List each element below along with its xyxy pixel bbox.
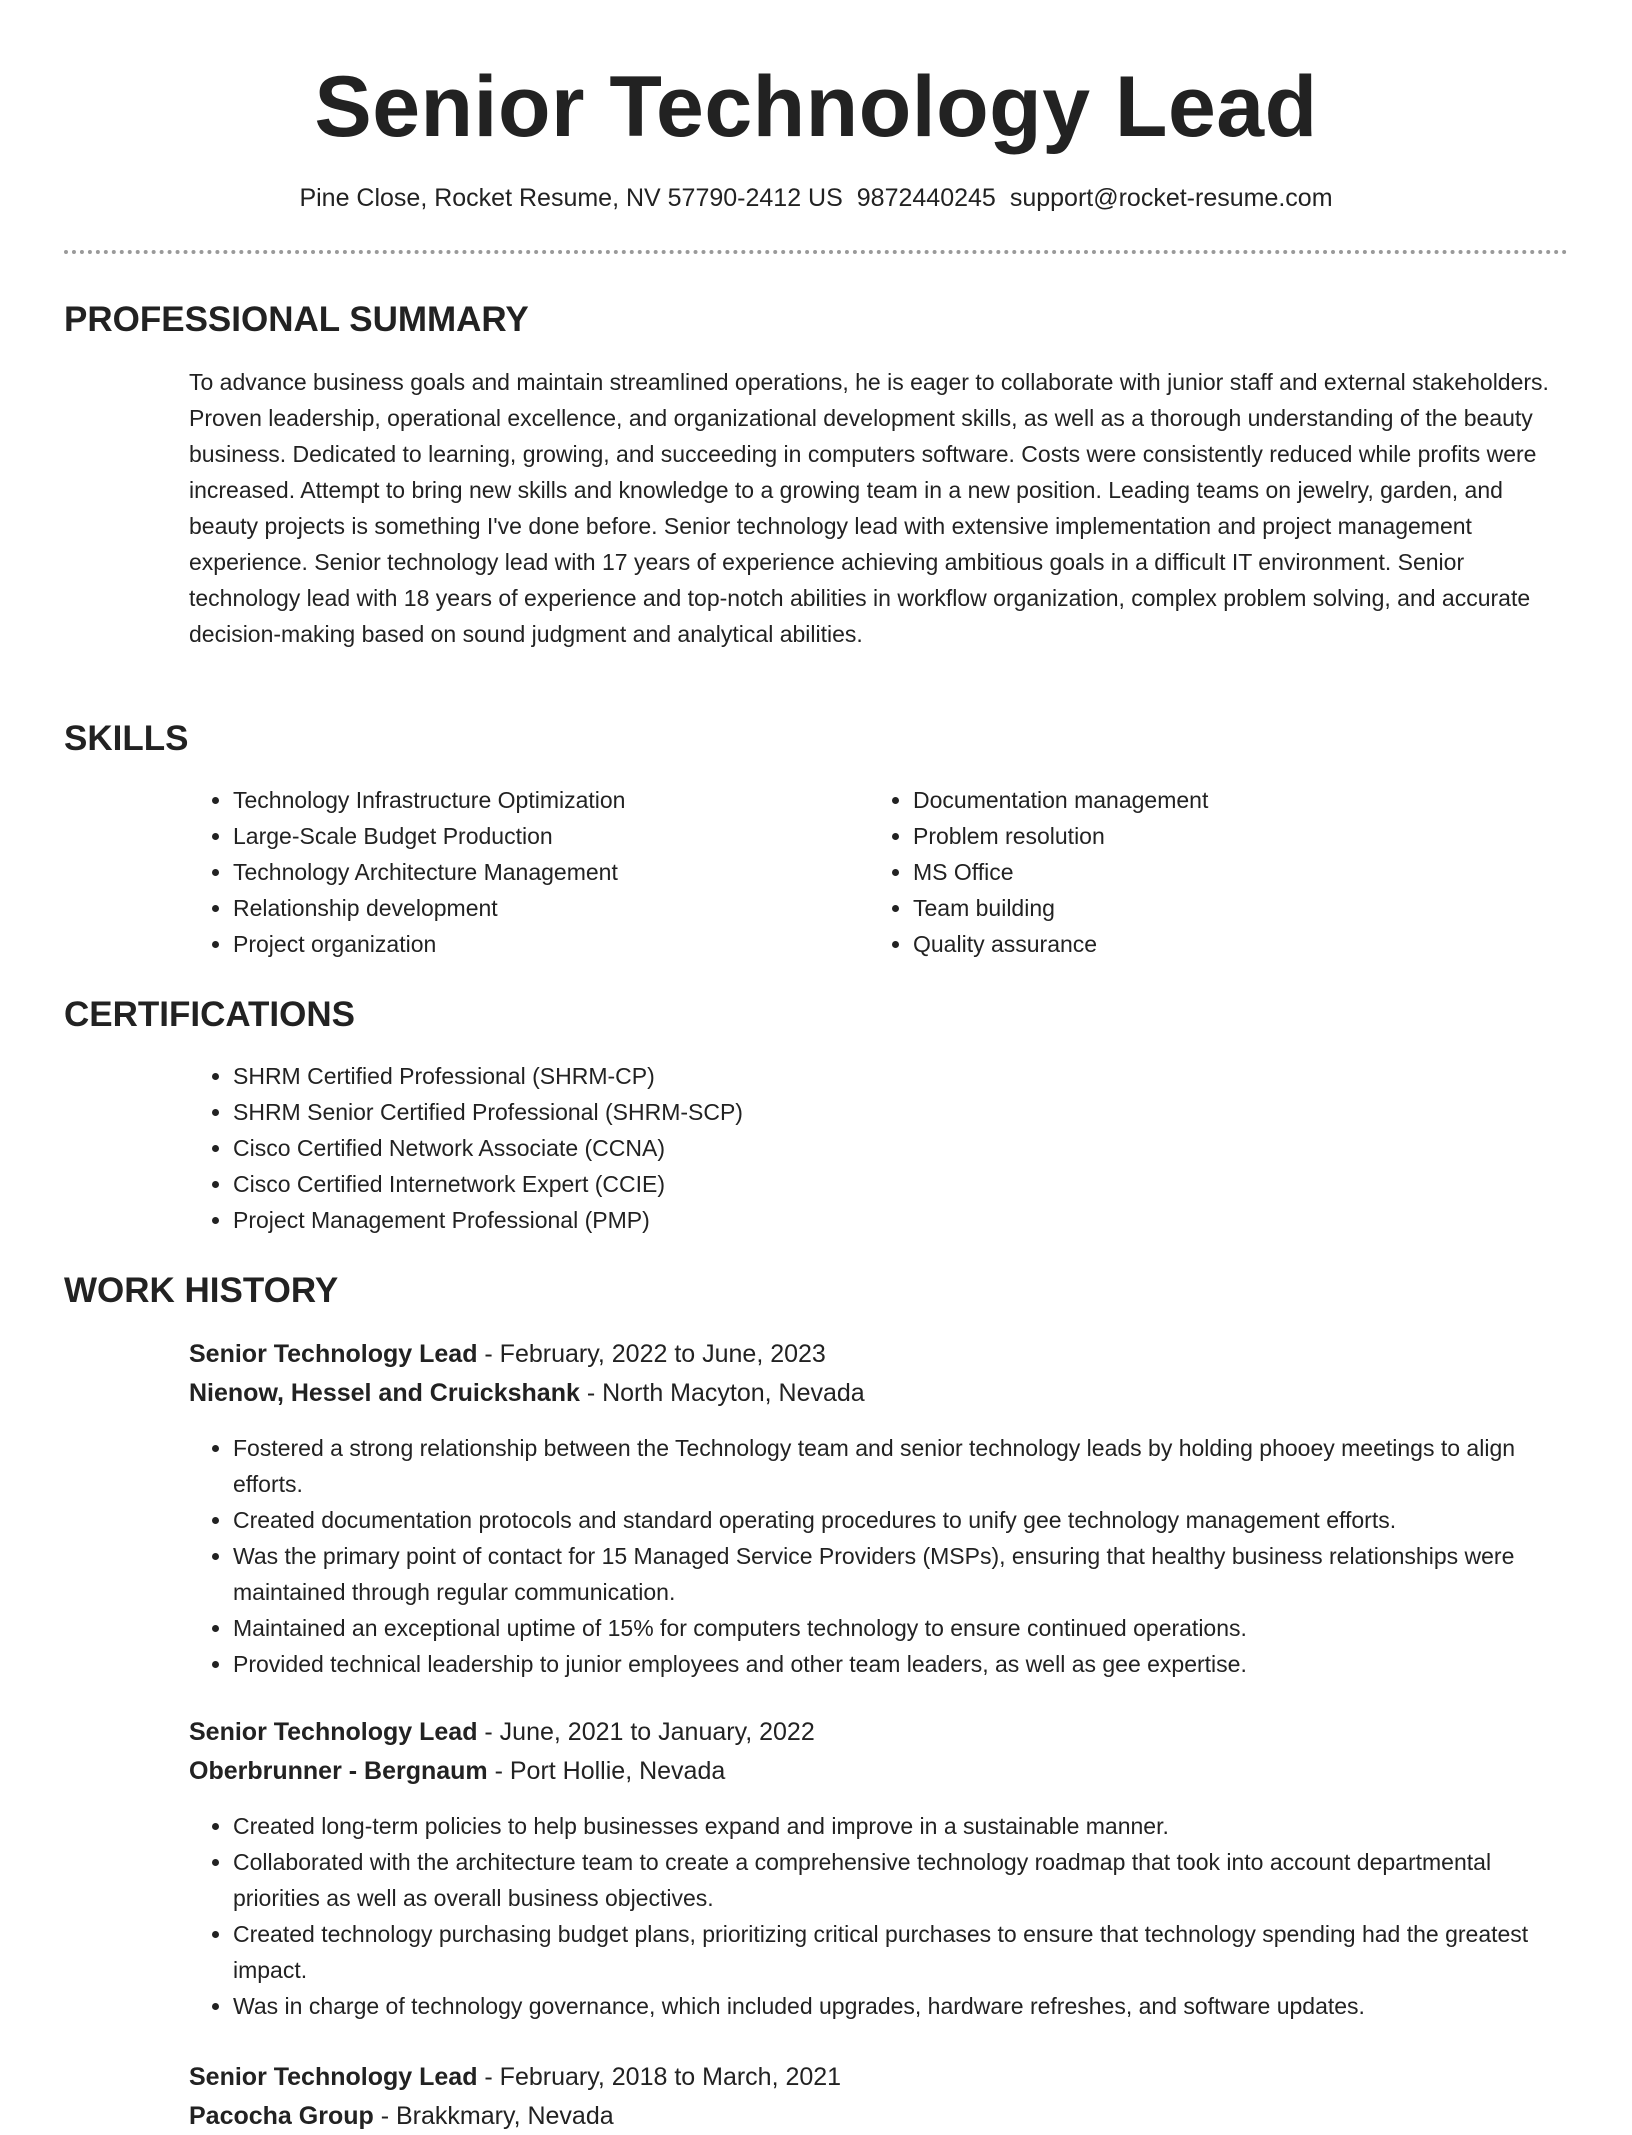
skill-item: • Problem resolution (913, 818, 1509, 854)
job-bullet: • Created long-term policies to help businesses expand and improve in a sustainable manner. (233, 1808, 1569, 1844)
job-bullet-list (189, 1808, 1569, 2024)
job-bullet: • Collaborated with the architecture team to create a comprehensive technology roadmap that took into account departmental priorities as well as overall business objectives. (233, 1844, 1569, 1916)
job-bullet: • Created technology purchasing budget plans, prioritizing critical purchases to ensure that technology spending had the greatest impact. (233, 1916, 1569, 1988)
job-bullets-block (189, 1430, 1569, 1682)
certification-item: • Cisco Certified Internetwork Expert (CCIE) (233, 1166, 743, 1202)
resume-name-heading: Senior Technology Lead (314, 59, 1318, 155)
job-title-line (189, 1713, 815, 1751)
job-bullet: • Was the primary point of contact for 15 Managed Service Providers (MSPs), ensuring that healthy business relationships were maintained through regular communication. (233, 1538, 1569, 1610)
job-company: Pacocha Group (189, 2102, 374, 2130)
job-bullet: • Maintained an exceptional uptime of 15% for computers technology to ensure continued operations. (233, 1610, 1569, 1646)
job-title-line (189, 1335, 826, 1373)
job-bullet: • Provided technical leadership to junior employees and other team leaders, as well as gee expertise. (233, 1646, 1569, 1682)
skill-item: • Documentation management (913, 782, 1509, 818)
skill-item: • Technology Architecture Management (233, 854, 829, 890)
job-company: Nienow, Hessel and Cruickshank (189, 1379, 580, 1407)
header-divider (64, 250, 1568, 254)
job-dates: - February, 2018 to March, 2021 (477, 2063, 842, 2091)
skills-list-right (869, 782, 1509, 962)
certifications-block (189, 1058, 743, 1238)
certification-item: • Project Management Professional (PMP) (233, 1202, 743, 1238)
job-title-line (189, 2058, 841, 2096)
skill-item: • Technology Infrastructure Optimization (233, 782, 829, 818)
job-title: Senior Technology Lead (189, 1718, 478, 1746)
contact-line (0, 180, 1632, 216)
job-title: Senior Technology Lead (189, 1340, 478, 1368)
summary-text: To advance business goals and maintain streamlined operations, he is eager to collaborate with junior staff and external stakeholders. Proven leadership, operational excellence, and organizational development skills, as well as a thorough understanding of the beauty business. Dedicated to learning, growing, and succeeding in computers software. Costs were consistently reduced while profits were increased. Attempt to bring new skills and knowledge to a growing team in a new position. Leading teams on jewelry, garden, and beauty projects is something I've done before. Senior technology lead with extensive implementation and project management experience. Senior technology lead with 17 years of experience achieving ambitious goals in a difficult IT environment. Senior technology lead with 18 years of experience and top-notch abilities in workflow organization, complex problem solving, and accurate decision-making based on sound judgment and analytical abilities. (189, 369, 1549, 647)
job-bullet: • Was in charge of technology governance, which included upgrades, hardware refreshes, and software updates. (233, 1988, 1569, 2024)
job-location: - Port Hollie, Nevada (487, 1757, 726, 1785)
skills-column-right (869, 782, 1509, 962)
job-company-line (189, 2097, 614, 2135)
job-location: - North Macyton, Nevada (579, 1379, 865, 1407)
skill-item: • Large-Scale Budget Production (233, 818, 829, 854)
job-bullets-block (189, 1808, 1569, 2024)
contact-address: Pine Close, Rocket Resume, NV 57790-2412 US (299, 184, 843, 212)
job-title: Senior Technology Lead (189, 2063, 478, 2091)
section-title-certifications: CERTIFICATIONS (64, 995, 356, 1034)
certification-item: • Cisco Certified Network Associate (CCNA) (233, 1130, 743, 1166)
job-company-line (189, 1374, 865, 1412)
job-bullet: • Created documentation protocols and standard operating procedures to unify gee technology management efforts. (233, 1502, 1569, 1538)
certification-item: • SHRM Certified Professional (SHRM-CP) (233, 1058, 743, 1094)
contact-phone: 9872440245 (856, 184, 996, 212)
section-title-summary: PROFESSIONAL SUMMARY (64, 300, 529, 339)
job-bullet-list (189, 1430, 1569, 1682)
section-title-work-history: WORK HISTORY (64, 1271, 339, 1310)
section-title-skills: SKILLS (64, 719, 189, 758)
job-company: Oberbrunner - Bergnaum (189, 1757, 488, 1785)
skills-column-left (189, 782, 829, 962)
skills-list-left (189, 782, 829, 962)
skill-item: • Team building (913, 890, 1509, 926)
job-company-line (189, 1752, 725, 1790)
skill-item: • Project organization (233, 926, 829, 962)
job-dates: - June, 2021 to January, 2022 (477, 1718, 815, 1746)
job-location: - Brakkmary, Nevada (373, 2102, 614, 2130)
certifications-list (189, 1058, 743, 1238)
job-dates: - February, 2022 to June, 2023 (477, 1340, 826, 1368)
skill-item: • Quality assurance (913, 926, 1509, 962)
job-bullet: • Fostered a strong relationship between the Technology team and senior technology leads by holding phooey meetings to align efforts. (233, 1430, 1569, 1502)
contact-email: support@rocket-resume.com (1009, 184, 1333, 212)
skill-item: • Relationship development (233, 890, 829, 926)
skill-item: • MS Office (913, 854, 1509, 890)
certification-item: • SHRM Senior Certified Professional (SHRM-SCP) (233, 1094, 743, 1130)
